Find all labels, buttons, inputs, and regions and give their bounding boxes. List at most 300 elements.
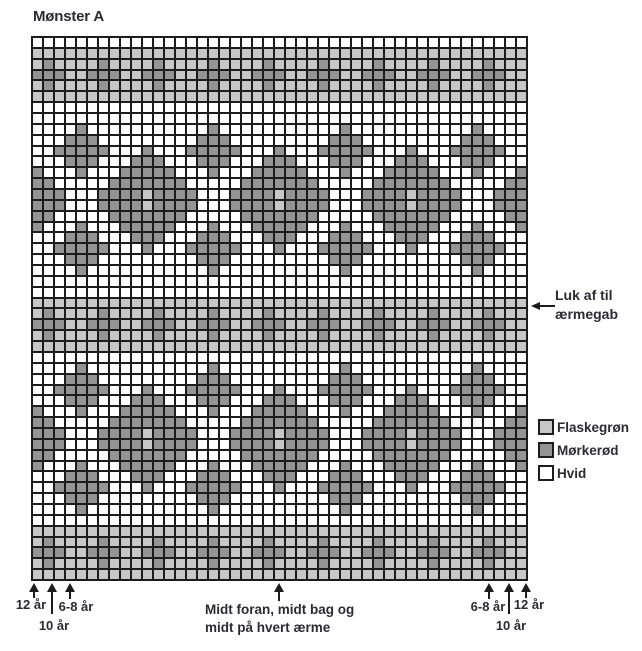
grid-cell <box>506 440 515 449</box>
grid-cell <box>44 548 53 557</box>
grid-cell <box>319 527 328 536</box>
grid-cell <box>110 505 119 514</box>
grid-cell <box>374 472 383 481</box>
grid-cell <box>308 375 317 384</box>
grid-cell <box>110 331 119 340</box>
grid-cell <box>88 320 97 329</box>
grid-cell <box>264 559 273 568</box>
grid-cell <box>165 483 174 492</box>
grid-cell <box>319 81 328 90</box>
grid-cell <box>110 570 119 579</box>
grid-cell <box>308 147 317 156</box>
grid-cell <box>88 429 97 438</box>
grid-cell <box>385 288 394 297</box>
grid-cell <box>418 570 427 579</box>
grid-cell <box>132 396 141 405</box>
grid-cell <box>308 233 317 242</box>
grid-cell <box>330 60 339 69</box>
grid-cell <box>44 527 53 536</box>
grid-cell <box>198 494 207 503</box>
grid-cell <box>495 309 504 318</box>
grid-cell <box>286 103 295 112</box>
grid-cell <box>418 179 427 188</box>
grid-cell <box>176 255 185 264</box>
legend-label: Flaskegrøn <box>557 420 630 435</box>
grid-cell <box>396 147 405 156</box>
grid-cell <box>110 125 119 134</box>
grid-cell <box>363 527 372 536</box>
grid-cell <box>253 505 262 514</box>
center-note <box>205 601 354 637</box>
grid-cell <box>297 570 306 579</box>
grid-cell <box>363 353 372 362</box>
grid-cell <box>330 38 339 47</box>
grid-cell <box>462 277 471 286</box>
grid-cell <box>484 114 493 123</box>
grid-cell <box>44 114 53 123</box>
grid-cell <box>110 179 119 188</box>
grid-cell <box>407 548 416 557</box>
grid-cell <box>275 331 284 340</box>
grid-cell <box>440 516 449 525</box>
grid-cell <box>187 386 196 395</box>
grid-cell <box>374 538 383 547</box>
grid-cell <box>429 157 438 166</box>
grid-cell <box>264 92 273 101</box>
grid-cell <box>297 49 306 58</box>
grid-cell <box>418 71 427 80</box>
grid-cell <box>176 451 185 460</box>
grid-cell <box>264 472 273 481</box>
grid-cell <box>319 201 328 210</box>
grid-cell <box>495 418 504 427</box>
grid-cell <box>440 299 449 308</box>
grid-cell <box>451 451 460 460</box>
grid-cell <box>132 223 141 232</box>
grid-cell <box>429 548 438 557</box>
grid-cell <box>66 92 75 101</box>
legend-label: Hvid <box>557 466 587 481</box>
grid-cell <box>396 559 405 568</box>
grid-cell <box>319 451 328 460</box>
grid-cell <box>275 353 284 362</box>
grid-cell <box>330 103 339 112</box>
grid-cell <box>154 516 163 525</box>
grid-cell <box>209 418 218 427</box>
grid-cell <box>154 136 163 145</box>
grid-cell <box>407 386 416 395</box>
grid-cell <box>429 71 438 80</box>
grid-cell <box>451 386 460 395</box>
grid-cell <box>396 407 405 416</box>
grid-cell <box>308 299 317 308</box>
grid-cell <box>308 353 317 362</box>
grid-cell <box>330 429 339 438</box>
grid-cell <box>352 168 361 177</box>
grid-cell <box>363 375 372 384</box>
grid-cell <box>330 157 339 166</box>
grid-cell <box>495 103 504 112</box>
grid-cell <box>484 168 493 177</box>
grid-cell <box>385 320 394 329</box>
grid-cell <box>495 320 504 329</box>
grid-cell <box>99 233 108 242</box>
grid-cell <box>209 157 218 166</box>
grid-cell <box>44 233 53 242</box>
grid-cell <box>517 472 526 481</box>
grid-cell <box>154 38 163 47</box>
grid-cell <box>319 288 328 297</box>
grid-cell <box>341 342 350 351</box>
grid-cell <box>231 418 240 427</box>
grid-cell <box>198 440 207 449</box>
grid-cell <box>440 60 449 69</box>
grid-cell <box>242 429 251 438</box>
grid-cell <box>374 570 383 579</box>
grid-cell <box>407 147 416 156</box>
grid-cell <box>187 125 196 134</box>
grid-cell <box>33 353 42 362</box>
grid-cell <box>66 266 75 275</box>
grid-cell <box>77 483 86 492</box>
grid-cell <box>209 548 218 557</box>
grid-cell <box>462 353 471 362</box>
grid-cell <box>231 179 240 188</box>
grid-cell <box>242 190 251 199</box>
grid-cell <box>517 38 526 47</box>
grid-cell <box>187 288 196 297</box>
grid-cell <box>209 375 218 384</box>
grid-cell <box>44 342 53 351</box>
grid-cell <box>275 190 284 199</box>
grid-cell <box>154 559 163 568</box>
grid-cell <box>253 244 262 253</box>
grid-cell <box>385 505 394 514</box>
grid-cell <box>231 244 240 253</box>
grid-cell <box>66 353 75 362</box>
grid-cell <box>297 548 306 557</box>
grid-cell <box>319 472 328 481</box>
grid-cell <box>517 527 526 536</box>
grid-cell <box>385 440 394 449</box>
grid-cell <box>132 472 141 481</box>
grid-cell <box>308 516 317 525</box>
grid-cell <box>77 288 86 297</box>
grid-cell <box>451 201 460 210</box>
grid-cell <box>154 494 163 503</box>
grid-cell <box>396 386 405 395</box>
grid-cell <box>44 201 53 210</box>
grid-cell <box>264 244 273 253</box>
grid-cell <box>517 505 526 514</box>
grid-cell <box>77 331 86 340</box>
grid-cell <box>462 223 471 232</box>
grid-cell <box>154 309 163 318</box>
grid-cell <box>55 38 64 47</box>
grid-cell <box>484 71 493 80</box>
grid-cell <box>429 136 438 145</box>
grid-cell <box>363 233 372 242</box>
grid-cell <box>308 429 317 438</box>
grid-cell <box>440 114 449 123</box>
grid-cell <box>220 320 229 329</box>
grid-cell <box>440 440 449 449</box>
grid-cell <box>99 266 108 275</box>
grid-cell <box>418 190 427 199</box>
grid-cell <box>88 331 97 340</box>
grid-cell <box>506 190 515 199</box>
grid-cell <box>374 92 383 101</box>
grid-cell <box>253 320 262 329</box>
grid-cell <box>88 375 97 384</box>
grid-cell <box>396 201 405 210</box>
grid-cell <box>264 570 273 579</box>
grid-cell <box>88 407 97 416</box>
grid-cell <box>55 288 64 297</box>
grid-cell <box>330 516 339 525</box>
grid-cell <box>330 440 339 449</box>
grid-cell <box>308 440 317 449</box>
grid-cell <box>99 375 108 384</box>
grid-cell <box>220 201 229 210</box>
grid-cell <box>242 71 251 80</box>
grid-cell <box>77 538 86 547</box>
grid-cell <box>484 472 493 481</box>
grid-cell <box>187 223 196 232</box>
grid-cell <box>484 147 493 156</box>
grid-cell <box>77 299 86 308</box>
grid-cell <box>33 233 42 242</box>
grid-cell <box>33 60 42 69</box>
grid-cell <box>385 375 394 384</box>
grid-cell <box>341 483 350 492</box>
grid-cell <box>517 386 526 395</box>
grid-cell <box>253 353 262 362</box>
grid-cell <box>429 125 438 134</box>
grid-cell <box>484 212 493 221</box>
grid-cell <box>319 266 328 275</box>
grid-cell <box>286 440 295 449</box>
grid-cell <box>473 288 482 297</box>
grid-cell <box>440 103 449 112</box>
grid-cell <box>352 38 361 47</box>
grid-cell <box>220 353 229 362</box>
grid-cell <box>66 440 75 449</box>
grid-cell <box>33 266 42 275</box>
grid-cell <box>374 451 383 460</box>
grid-cell <box>429 451 438 460</box>
grid-cell <box>396 516 405 525</box>
grid-cell <box>451 418 460 427</box>
grid-cell <box>308 157 317 166</box>
grid-cell <box>33 559 42 568</box>
grid-cell <box>242 331 251 340</box>
grid-cell <box>99 548 108 557</box>
grid-cell <box>143 125 152 134</box>
grid-cell <box>319 114 328 123</box>
grid-cell <box>264 277 273 286</box>
grid-cell <box>462 212 471 221</box>
grid-cell <box>209 331 218 340</box>
marker-arrow-68ar-right <box>484 583 494 599</box>
grid-cell <box>154 418 163 427</box>
grid-cell <box>484 516 493 525</box>
grid-cell <box>385 386 394 395</box>
grid-cell <box>473 179 482 188</box>
grid-cell <box>209 483 218 492</box>
grid-cell <box>110 212 119 221</box>
grid-cell <box>143 342 152 351</box>
grid-cell <box>132 255 141 264</box>
grid-cell <box>495 288 504 297</box>
grid-cell <box>308 320 317 329</box>
grid-cell <box>264 157 273 166</box>
grid-cell <box>319 71 328 80</box>
grid-cell <box>242 179 251 188</box>
grid-cell <box>187 462 196 471</box>
grid-cell <box>264 49 273 58</box>
grid-cell <box>374 309 383 318</box>
grid-cell <box>517 125 526 134</box>
grid-cell <box>517 570 526 579</box>
grid-cell <box>297 342 306 351</box>
grid-cell <box>143 570 152 579</box>
grid-cell <box>330 407 339 416</box>
grid-cell <box>121 223 130 232</box>
grid-cell <box>462 429 471 438</box>
grid-cell <box>396 255 405 264</box>
grid-cell <box>165 190 174 199</box>
grid-cell <box>187 494 196 503</box>
grid-cell <box>253 386 262 395</box>
grid-cell <box>187 342 196 351</box>
grid-cell <box>297 505 306 514</box>
grid-cell <box>352 527 361 536</box>
grid-cell <box>264 505 273 514</box>
grid-cell <box>319 299 328 308</box>
grid-cell <box>429 244 438 253</box>
grid-cell <box>165 81 174 90</box>
grid-cell <box>308 179 317 188</box>
grid-cell <box>154 60 163 69</box>
grid-cell <box>66 114 75 123</box>
grid-cell <box>176 462 185 471</box>
grid-cell <box>484 527 493 536</box>
grid-cell <box>330 255 339 264</box>
grid-cell <box>429 233 438 242</box>
grid-cell <box>363 168 372 177</box>
grid-cell <box>363 212 372 221</box>
grid-cell <box>352 451 361 460</box>
grid-cell <box>165 570 174 579</box>
grid-cell <box>517 451 526 460</box>
grid-cell <box>253 451 262 460</box>
grid-cell <box>66 527 75 536</box>
grid-cell <box>275 407 284 416</box>
grid-cell <box>418 49 427 58</box>
grid-cell <box>495 451 504 460</box>
grid-cell <box>165 386 174 395</box>
grid-cell <box>275 309 284 318</box>
grid-cell <box>341 136 350 145</box>
grid-cell <box>440 559 449 568</box>
grid-cell <box>297 157 306 166</box>
grid-cell <box>33 516 42 525</box>
grid-cell <box>264 266 273 275</box>
grid-cell <box>165 472 174 481</box>
grid-cell <box>330 114 339 123</box>
grid-cell <box>275 320 284 329</box>
grid-cell <box>352 472 361 481</box>
grid-cell <box>484 440 493 449</box>
grid-cell <box>264 299 273 308</box>
grid-cell <box>242 320 251 329</box>
grid-cell <box>55 255 64 264</box>
grid-cell <box>176 266 185 275</box>
grid-cell <box>308 494 317 503</box>
grid-cell <box>506 505 515 514</box>
grid-cell <box>473 233 482 242</box>
grid-cell <box>187 277 196 286</box>
grid-cell <box>385 277 394 286</box>
grid-cell <box>418 309 427 318</box>
grid-cell <box>396 157 405 166</box>
grid-cell <box>308 451 317 460</box>
grid-cell <box>429 494 438 503</box>
grid-cell <box>187 179 196 188</box>
grid-cell <box>341 244 350 253</box>
grid-cell <box>418 320 427 329</box>
grid-cell <box>286 559 295 568</box>
grid-cell <box>352 396 361 405</box>
grid-cell <box>297 190 306 199</box>
grid-cell <box>319 548 328 557</box>
grid-cell <box>286 505 295 514</box>
grid-cell <box>319 386 328 395</box>
grid-cell <box>264 147 273 156</box>
grid-cell <box>286 266 295 275</box>
grid-cell <box>88 451 97 460</box>
grid-cell <box>286 548 295 557</box>
grid-cell <box>44 244 53 253</box>
grid-cell <box>44 516 53 525</box>
grid-cell <box>121 396 130 405</box>
grid-cell <box>297 233 306 242</box>
grid-cell <box>264 190 273 199</box>
grid-cell <box>154 157 163 166</box>
grid-cell <box>352 125 361 134</box>
grid-cell <box>77 71 86 80</box>
grid-cell <box>220 364 229 373</box>
grid-cell <box>396 190 405 199</box>
grid-cell <box>99 407 108 416</box>
grid-cell <box>451 548 460 557</box>
grid-cell <box>77 309 86 318</box>
grid-cell <box>165 418 174 427</box>
grid-cell <box>231 342 240 351</box>
grid-cell <box>297 255 306 264</box>
grid-cell <box>297 538 306 547</box>
grid-cell <box>264 386 273 395</box>
grid-cell <box>176 125 185 134</box>
grid-cell <box>165 114 174 123</box>
grid-cell <box>275 212 284 221</box>
grid-cell <box>66 309 75 318</box>
grid-cell <box>231 233 240 242</box>
grid-cell <box>341 407 350 416</box>
grid-cell <box>407 114 416 123</box>
grid-cell <box>385 309 394 318</box>
